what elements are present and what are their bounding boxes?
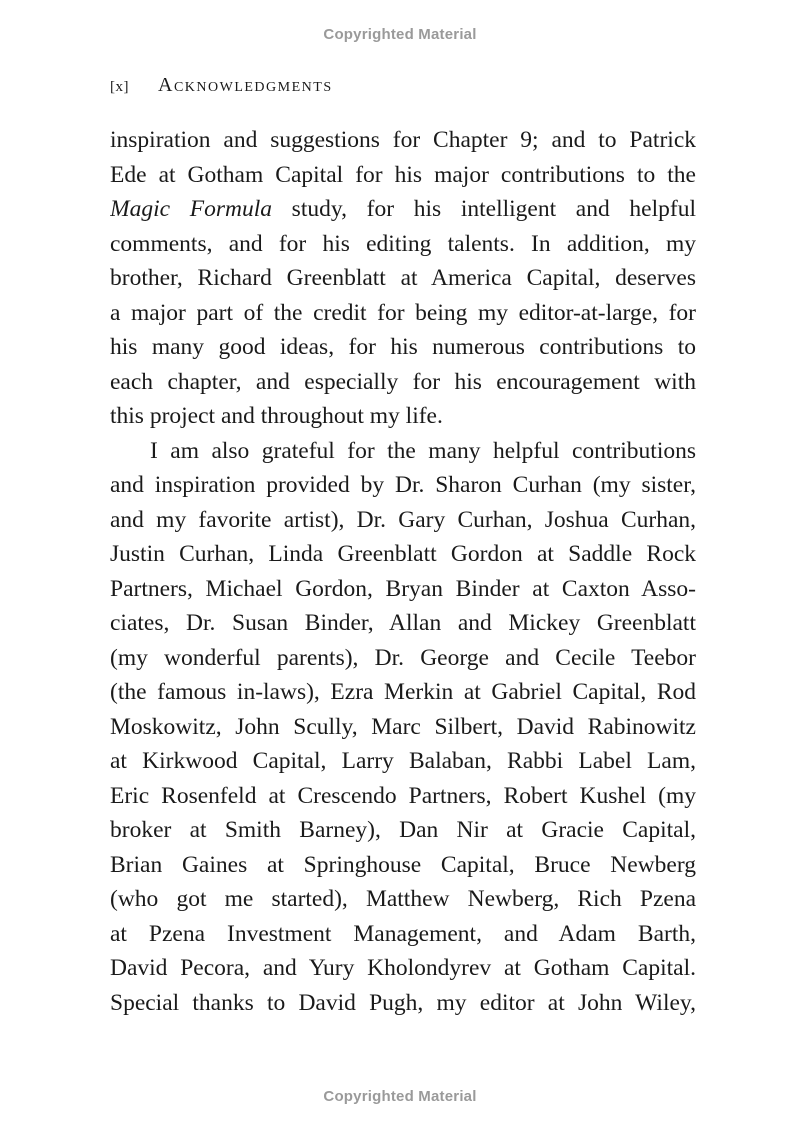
text-line: Brian Gaines at Springhouse Capital, Bruce Newberg	[110, 851, 696, 878]
text-line: Ede at Gotham Capital for his major contributions to the	[110, 161, 696, 188]
text-line: ciates, Dr. Susan Binder, Allan and Mickey Greenblatt	[110, 610, 696, 636]
text-line: comments, and for his editing talents. In addition, my	[110, 230, 696, 257]
text-line: Moskowitz, John Scully, Marc Silbert, David Rabinowitz	[110, 713, 696, 740]
text-line: at Kirkwood Capital, Larry Balaban, Rabbi Label Lam,	[110, 748, 696, 774]
text-line: Special thanks to David Pugh, my editor at John Wiley,	[110, 989, 696, 1016]
book-title-italic: Magic Formula	[110, 196, 272, 222]
text-line: I am also grateful for the many helpful contributions	[150, 437, 696, 464]
page-number: [x]	[110, 79, 129, 95]
paragraph-1	[110, 123, 696, 434]
text-line: and my favorite artist), Dr. Gary Curhan, Joshua Curhan,	[110, 506, 696, 533]
text-fragment: study, for his intelligent and helpful	[271, 196, 696, 222]
text-line: inspiration and suggestions for Chapter 9; and to Patrick	[110, 127, 696, 153]
body-text	[110, 123, 696, 1020]
text-line: (the famous in-laws), Ezra Merkin at Gabriel Capital, Rod	[110, 679, 696, 705]
running-head	[110, 72, 696, 98]
text-line: brother, Richard Greenblatt at America Capital, deserves	[110, 265, 696, 291]
copyright-watermark-top: Copyrighted Material	[323, 26, 477, 43]
paragraph-2	[110, 434, 696, 1021]
copyright-watermark-bottom: Copyrighted Material	[323, 1088, 477, 1105]
text-line	[110, 192, 696, 227]
text-line: (who got me started), Matthew Newberg, Rich Pzena	[110, 886, 696, 912]
text-line: Partners, Michael Gordon, Bryan Binder at Caxton Asso-	[110, 575, 696, 602]
text-line: Eric Rosenfeld at Crescendo Partners, Robert Kushel (my	[110, 782, 696, 809]
text-line: (my wonderful parents), Dr. George and Cecile Teebor	[110, 644, 696, 671]
text-line: his many good ideas, for his numerous contributions to	[110, 334, 696, 360]
text-line: each chapter, and especially for his encouragement with	[110, 368, 696, 395]
text-line: a major part of the credit for being my editor-at-large, for	[110, 299, 696, 326]
chapter-title: Acknowledgments	[158, 74, 333, 96]
text-line: this project and throughout my life.	[110, 403, 443, 429]
text-line: David Pecora, and Yury Kholondyrev at Gotham Capital.	[110, 955, 696, 981]
text-line: broker at Smith Barney), Dan Nir at Gracie Capital,	[110, 817, 696, 843]
text-line: at Pzena Investment Management, and Adam Barth,	[110, 920, 696, 947]
text-line: and inspiration provided by Dr. Sharon Curhan (my sister,	[110, 472, 696, 498]
text-line: Justin Curhan, Linda Greenblatt Gordon at Saddle Rock	[110, 541, 696, 567]
